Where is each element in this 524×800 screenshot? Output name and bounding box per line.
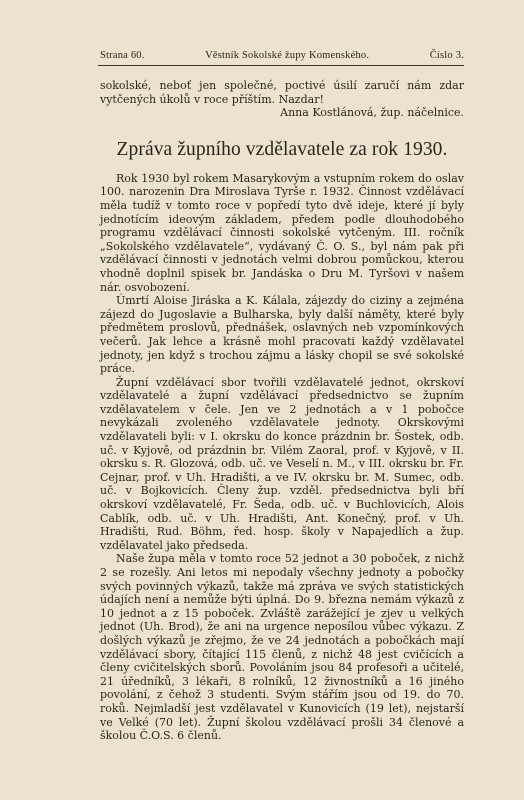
previous-article-closing: sokolské, neboť jen společné, poctivé úsilí zaručí nám zdar vytčených úkolů v roce příštím. Nazdar! (100, 79, 464, 106)
issue-number: Číslo 3. (429, 50, 464, 61)
article-paragraph: Rok 1930 byl rokem Masarykovým a vstupním rokem do oslav 100. narozenin Dra Miroslava Tyrše r. 1932. Činnost vzdělávací měla tudíž v tomto roce v popředí tyto dvě ideje, které jí byly jednotícím ideovým základem, předem podle dlouhodobého programu vzdělávací činnosti sokolské vytčeným. III. ročník „Sokolského vzdělavatele“, vydávaný Č. O. S., byl nám pak při vzdělávací činnosti v jednotách velmi dobrou pomůckou, kterou vhodně doplnil spisek br. Jandáska o Dru M. Tyršovi v našem nár. osvobození. (100, 171, 464, 294)
article-paragraph: Župní vzdělávací sbor tvořili vzdělavatelé jednot, okrskoví vzdělavatelé a župní vzdělávací předsednictvo se župním vzdělavatelem v čele. Jen ve 2 jednotách a v 1 pobočce nevykázali zvoleného vzdělavatele jednoty. Okrskovými vzdělavateli byli: v I. okrsku do konce prázdnin br. Šostek, odb. uč. v Kyjově, od prázdnin br. Vilém Zaoral, prof. v Kyjově, v II. okrsku s. R. Glozová, odb. uč. ve Veselí n. M., v III. okrsku br. Fr. Cejnar, prof. v Uh. Hradišti, a ve IV. okrsku br. M. Sumec, odb. uč. v Bojkovicích. Členy žup. vzděl. předsednictva byli bří okrskoví vzdělavatelé, Fr. Šeda, odb. uč. v Buchlovicích, Alois Cablík, odb. uč. v Uh. Hradišti, Ant. Konečný, prof. v Uh. Hradišti, Rud. Böhm, řed. hosp. školy v Napajedlích a žup. vzdělavatel jako předseda. (100, 375, 464, 552)
article-paragraph: Naše župa měla v tomto roce 52 jednot a 30 poboček, z nichž 2 se rozešly. Ani letos mi nepodaly všechny jednoty a pobočky svých povinných výkazů, takže má zpráva ve svých statistických údajích není a nemůže býti úplná. Do 9. března nemám výkazů z 10 jednot a z 15 poboček. Zvláště zarážející je zjev u velkých jednot (Uh. Brod), že ani na urgence neposílou vůbec výkazu. Z došlých výkazů je zřejmo, že ve 24 jednotách a pobočkách mají vzdělávací sbory, čítající 115 členů, z nichž 48 jest cvičících a členy cvičitelských sborů. Povoláním jsou 84 profesoři a učitelé, 21 úředníků, 3 lékaři, 8 rolníků, 12 živnostníků a 16 jiného povolání, z čehož 3 studenti. Svým stářím jsou od 19. do 70. roků. Nejmladší jest vzdělavatel v Kunovicích (19 let), nejstarší ve Velké (70 let). Župní školou vzdělávací prošli 34 členové a školou Č.O.S. 6 členů. (100, 552, 464, 743)
page-body (100, 79, 464, 743)
previous-article-signature: Anna Kostlánová, žup. náčelnice. (280, 106, 464, 120)
header-rule (98, 65, 464, 66)
article-paragraph: Úmrtí Aloise Jiráska a K. Kálala, zájezdy do ciziny a zejména zájezd do Jugoslavie a Bulharska, byly další náměty, které byly předmětem proslovů, přednášek, oslavných neb vzpomínkových večerů. Jak lehce a krásně mohl pracovati každý vzdělavatel jednoty, jen když s trochou zájmu a lásky chopil se své sokolské práce. (100, 294, 464, 376)
publication-title: Věstník Sokolské župy Komenského. (205, 50, 370, 61)
page-header (100, 50, 464, 61)
page-number: Strana 60. (100, 50, 145, 61)
article-title: Zpráva župního vzdělavatele za rok 1930. (116, 138, 448, 160)
